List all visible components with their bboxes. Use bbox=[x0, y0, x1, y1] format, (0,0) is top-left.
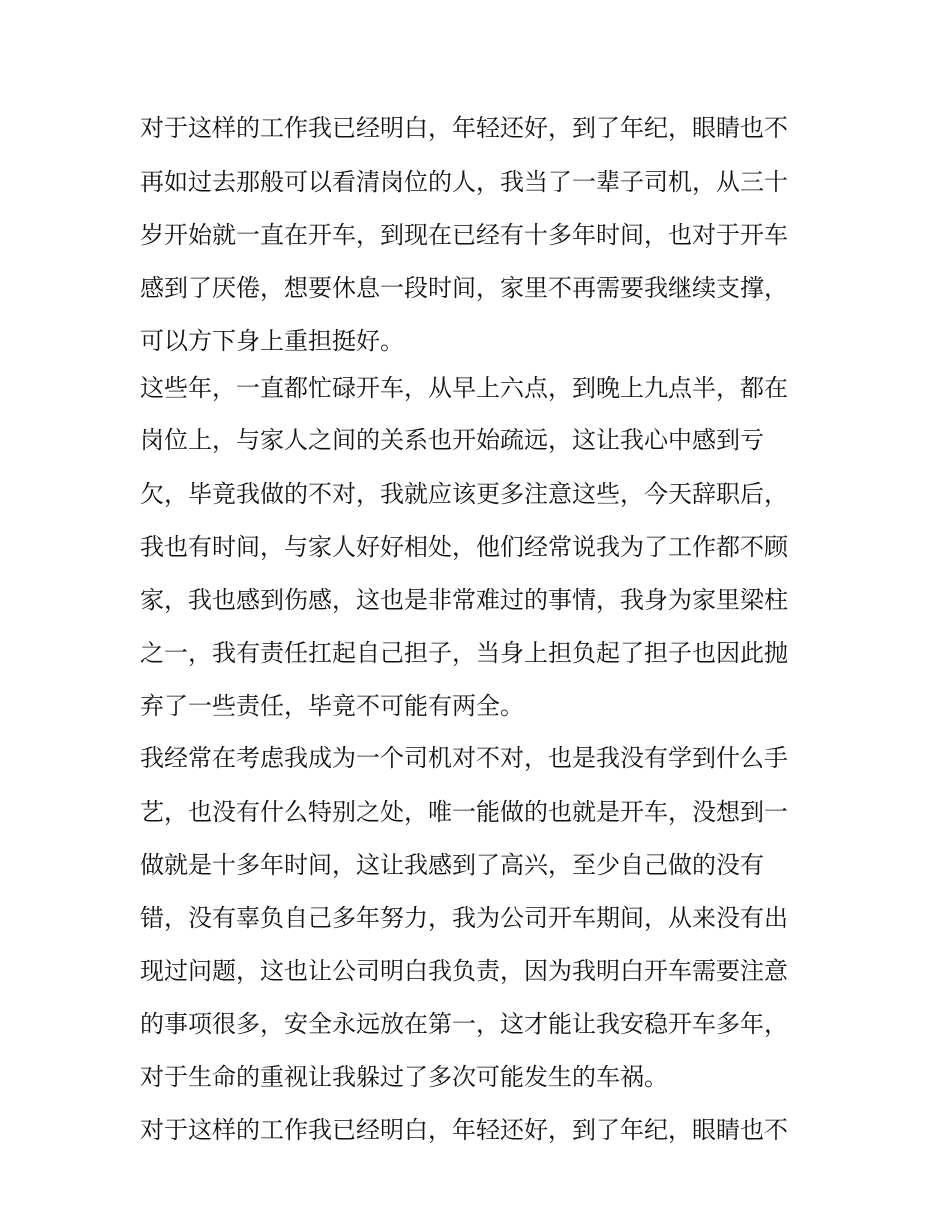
text-line: 这些年，一直都忙碌开车，从早上六点，到晚上九点半，都在 bbox=[140, 374, 788, 402]
text-line: 家，我也感到伤感，这也是非常难过的事情，我身为家里梁柱 bbox=[140, 586, 788, 614]
text-line: 再如过去那般可以看清岗位的人，我当了一辈子司机，从三十 bbox=[140, 168, 788, 196]
text-line: 我经常在考虑我成为一个司机对不对，也是我没有学到什么手 bbox=[140, 744, 788, 772]
text-line: 现过问题，这也让公司明白我负责，因为我明白开车需要注意 bbox=[140, 957, 788, 985]
text-line: 的事项很多，安全永远放在第一，这才能让我安稳开车多年， bbox=[140, 1010, 788, 1038]
text-line: 可以方下身上重担挺好。 bbox=[140, 327, 404, 355]
text-line: 对于这样的工作我已经明白，年轻还好，到了年纪，眼睛也不 bbox=[140, 114, 788, 142]
text-line: 岁开始就一直在开车，到现在已经有十多年时间，也对于开车 bbox=[140, 221, 788, 249]
text-line: 对于生命的重视让我躲过了多次可能发生的车祸。 bbox=[140, 1063, 668, 1091]
text-line: 之一，我有责任扛起自己担子，当身上担负起了担子也因此抛 bbox=[140, 639, 788, 667]
text-line: 错，没有辜负自己多年努力，我为公司开车期间，从来没有出 bbox=[140, 904, 788, 932]
text-line: 欠，毕竟我做的不对，我就应该更多注意这些，今天辞职后， bbox=[140, 480, 788, 508]
text-line: 我也有时间，与家人好好相处，他们经常说我为了工作都不顾 bbox=[140, 533, 788, 561]
text-line: 感到了厌倦，想要休息一段时间，家里不再需要我继续支撑， bbox=[140, 274, 788, 302]
text-line: 艺，也没有什么特别之处，唯一能做的也就是开车，没想到一 bbox=[140, 798, 788, 826]
text-line: 对于这样的工作我已经明白，年轻还好，到了年纪，眼睛也不 bbox=[140, 1116, 788, 1144]
text-line: 做就是十多年时间，这让我感到了高兴，至少自己做的没有 bbox=[140, 851, 764, 879]
text-line: 岗位上，与家人之间的关系也开始疏远，这让我心中感到亏 bbox=[140, 426, 764, 454]
text-line: 弃了一些责任，毕竟不可能有两全。 bbox=[140, 692, 524, 720]
